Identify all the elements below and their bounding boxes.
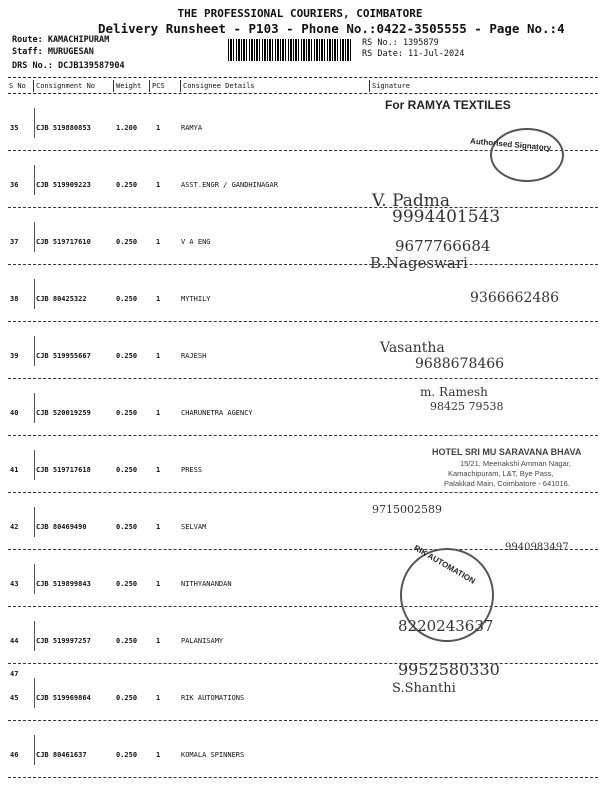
col-divider bbox=[113, 80, 114, 92]
row-weight: 0.250 bbox=[116, 523, 138, 531]
row-consignment: CJB 519955667 bbox=[36, 352, 91, 360]
authorised-signatory-stamp: Authorised Signatory bbox=[469, 136, 552, 153]
row-pcs: 1 bbox=[156, 124, 161, 132]
row-pcs: 1 bbox=[156, 181, 161, 189]
row-divider bbox=[34, 222, 35, 252]
row-pcs: 1 bbox=[156, 295, 161, 303]
row-consignment: CJB 519899843 bbox=[36, 580, 91, 588]
row-consignment: CJB 519717618 bbox=[36, 466, 91, 474]
row-divider bbox=[34, 279, 35, 309]
runsheet-title: Delivery Runsheet - P103 - Phone No.:0422-3505555 - Page No.:4 bbox=[98, 21, 565, 36]
row-weight: 0.250 bbox=[116, 580, 138, 588]
round-seal bbox=[490, 128, 564, 182]
row-weight: 0.250 bbox=[116, 181, 138, 189]
row-pcs: 1 bbox=[156, 751, 161, 759]
row-consignee: CHARUNETRA AGENCY bbox=[181, 409, 253, 417]
row-consignee: ASST.ENGR / GANDHINAGAR bbox=[181, 181, 278, 189]
hotel-stamp-name: HOTEL SRI MU SARAVANA BHAVA bbox=[432, 447, 582, 457]
row-divider bbox=[34, 678, 35, 708]
row-consignee: KOMALA SPINNERS bbox=[181, 751, 245, 759]
hotel-stamp-line: Kamachipuram, L&T, Bye Pass, bbox=[448, 469, 554, 478]
table-row bbox=[8, 664, 598, 721]
row-sno: 45 bbox=[10, 694, 19, 702]
row-divider bbox=[34, 450, 35, 480]
row-divider bbox=[34, 621, 35, 651]
row-consignment: CJB 80469490 bbox=[36, 523, 87, 531]
handwritten-phone: 9366662486 bbox=[470, 290, 560, 306]
handwritten-name: V. Padma bbox=[372, 191, 451, 211]
row-sno: 38 bbox=[10, 295, 19, 303]
handwritten-phone: 9940983497 bbox=[505, 542, 569, 553]
col-consignment: Consignment No bbox=[36, 82, 96, 90]
hotel-stamp-line: 15/21, Meenakshi Amman Nagar, bbox=[460, 459, 571, 468]
col-pcs: PCS bbox=[152, 82, 165, 90]
row-consignment: CJB 80461637 bbox=[36, 751, 87, 759]
company-name: THE PROFESSIONAL COURIERS, COIMBATORE bbox=[177, 7, 423, 20]
table-row bbox=[8, 322, 598, 379]
col-sno: S No bbox=[9, 82, 26, 90]
handwritten-phone: 9677766684 bbox=[395, 237, 491, 255]
handwritten-phone: 9952580330 bbox=[398, 660, 500, 679]
row-weight: 0.250 bbox=[116, 295, 138, 303]
row-sno: 46 bbox=[10, 751, 19, 759]
row-consignee: RIK AUTOMATIONS bbox=[181, 694, 245, 702]
row-weight: 1.200 bbox=[116, 124, 138, 132]
row-47-anchor bbox=[8, 650, 598, 651]
col-divider bbox=[149, 80, 150, 92]
row-sno: 43 bbox=[10, 580, 19, 588]
row-pcs: 1 bbox=[156, 409, 161, 417]
row-consignee: MYTHILY bbox=[181, 295, 211, 303]
drs-number: DRS No.: DCJB139587904 bbox=[12, 61, 125, 71]
col-signature: Signature bbox=[372, 82, 410, 90]
row-divider bbox=[34, 108, 35, 138]
row-consignee: SELVAM bbox=[181, 523, 207, 531]
row-weight: 0.250 bbox=[116, 694, 138, 702]
row-consignee: V A ENG bbox=[181, 238, 211, 246]
ramya-textiles-stamp: For RAMYA TEXTILES bbox=[385, 98, 511, 112]
row-weight: 0.250 bbox=[116, 466, 138, 474]
row-consignment: CJB 519880853 bbox=[36, 124, 91, 132]
row-pcs: 1 bbox=[156, 694, 161, 702]
col-weight: Weight bbox=[116, 82, 142, 90]
row-sno: 44 bbox=[10, 637, 19, 645]
row-divider bbox=[34, 336, 35, 366]
row-weight: 0.250 bbox=[116, 352, 138, 360]
table-row bbox=[8, 379, 598, 436]
table-row bbox=[8, 550, 598, 607]
row-pcs: 1 bbox=[156, 238, 161, 246]
row-consignment: CJB 519969864 bbox=[36, 694, 91, 702]
row-weight: 0.250 bbox=[116, 238, 138, 246]
row-weight: 0.250 bbox=[116, 751, 138, 759]
row-consignee: PRESS bbox=[181, 466, 203, 474]
handwritten-name: m. Ramesh bbox=[420, 385, 488, 399]
hotel-stamp-line: Palakkad Main, Coimbatore - 641016. bbox=[444, 479, 570, 488]
col-divider bbox=[33, 80, 34, 92]
row-divider bbox=[34, 507, 35, 537]
route-label: Route: KAMACHIPURAM bbox=[12, 35, 110, 45]
handwritten-name: S.Shanthi bbox=[392, 681, 456, 696]
handwritten-phone: 9715002589 bbox=[372, 503, 442, 516]
col-divider bbox=[180, 80, 181, 92]
handwritten-name: Vasantha bbox=[380, 340, 445, 356]
row-sno: 41 bbox=[10, 466, 19, 474]
row-divider bbox=[34, 735, 35, 765]
row-pcs: 1 bbox=[156, 523, 161, 531]
row-consignment: CJB 519909223 bbox=[36, 181, 91, 189]
row-sno: 37 bbox=[10, 238, 19, 246]
handwritten-name: B.Nageswari bbox=[370, 254, 468, 272]
row-consignee: RAMYA bbox=[181, 124, 203, 132]
rs-number: RS No.: 1395879 bbox=[362, 38, 439, 48]
row-consignee: PALANISAMY bbox=[181, 637, 224, 645]
row-consignment: CJB 80425322 bbox=[36, 295, 87, 303]
row-divider bbox=[34, 564, 35, 594]
table-row bbox=[8, 607, 598, 664]
row-weight: 0.250 bbox=[116, 409, 138, 417]
row-weight: 0.250 bbox=[116, 637, 138, 645]
rik-automation-label: RIK AUTOMATION bbox=[412, 543, 477, 586]
row-divider bbox=[34, 165, 35, 195]
row-pcs: 1 bbox=[156, 580, 161, 588]
row-pcs: 1 bbox=[156, 466, 161, 474]
table-row bbox=[8, 208, 598, 265]
row-consignment: CJB 520019259 bbox=[36, 409, 91, 417]
row-sno: 42 bbox=[10, 523, 19, 531]
handwritten-phone: 9688678466 bbox=[415, 356, 505, 372]
row-pcs: 1 bbox=[156, 352, 161, 360]
row-divider bbox=[34, 393, 35, 423]
handwritten-phone: 9994401543 bbox=[392, 207, 501, 227]
row-consignee: RAJESH bbox=[181, 352, 207, 360]
row-sno: 36 bbox=[10, 181, 19, 189]
row-consignee: NITHYANANDAN bbox=[181, 580, 232, 588]
rs-date: RS Date: 11-Jul-2024 bbox=[362, 49, 465, 59]
handwritten-phone: 98425 79538 bbox=[430, 400, 504, 413]
table-row bbox=[8, 721, 598, 778]
staff-label: Staff: MURUGESAN bbox=[12, 47, 94, 57]
handwritten-phone: 8220243637 bbox=[398, 617, 494, 635]
row-sno: 47 bbox=[10, 670, 19, 678]
row-consignment: CJB 519997257 bbox=[36, 637, 91, 645]
row-sno: 35 bbox=[10, 124, 19, 132]
row-consignment: CJB 519717610 bbox=[36, 238, 91, 246]
header-rule-top bbox=[8, 77, 598, 78]
row-sno: 40 bbox=[10, 409, 19, 417]
row-sno: 39 bbox=[10, 352, 19, 360]
row-pcs: 1 bbox=[156, 637, 161, 645]
col-consignee: Consignee Details bbox=[183, 82, 255, 90]
barcode bbox=[228, 39, 351, 61]
col-divider bbox=[369, 80, 370, 92]
